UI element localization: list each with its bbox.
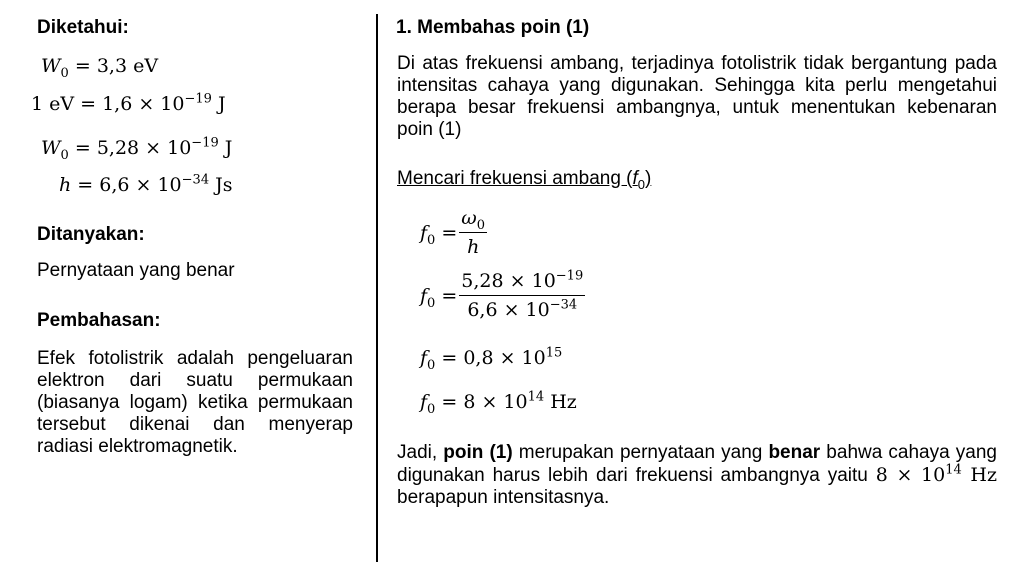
known-work-function-joule: $W_0 = 5,28 \times 10^{-19}$ J	[41, 135, 233, 163]
known-planck-constant: $h = 6,6 \times 10^{-34}$ Js	[59, 172, 233, 196]
equation-threshold-result: $f_0 = 8 \times 10^{14}$ Hz	[420, 389, 577, 417]
threshold-frequency-subheading: Mencari frekuensi ambang $(f_0)$	[397, 168, 652, 192]
intro-paragraph: Di atas frekuensi ambang, terjadinya fotolistrik tidak bergantung pada intensitas cahaya yang digunakan. Sehingga kita perlu mengetahui berapa besar frekuensi ambangnya, untuk menentukan kebenaran poin (1)	[397, 53, 997, 140]
ditanyakan-text: Pernyataan yang benar	[37, 260, 235, 281]
conclusion-paragraph: Jadi, poin (1) merupakan pernyataan yang benar bahwa cahaya yang digunakan harus lebih dari frekuensi ambangnya yaitu $8 \times 10^{14}$ Hz berapapun intensitasnya.	[397, 442, 997, 508]
equation-threshold-substitution: $f_0$ = $\frac{5,28 \times 10^{-19}}{6,6 \times 10^{-34}}$	[420, 268, 584, 321]
column-divider	[376, 14, 378, 562]
known-ev-conversion: 1 eV = $1,6 \times 10^{-19}$ J	[31, 91, 226, 115]
pembahasan-text: Efek fotolistrik adalah pengeluaran elektron dari suatu permukaan (biasanya logam) ketika permukaan tersebut dikenai dan menyerap radiasi elektromagnetik.	[37, 348, 353, 457]
equation-threshold-formula: $f_0$ = $\frac{\omega_0}{h}$	[420, 207, 486, 258]
section-heading: 1. Membahas poin (1)	[396, 17, 590, 38]
pembahasan-heading: Pembahasan:	[37, 310, 161, 331]
equation-threshold-intermediate: $f_0 = 0,8 \times 10^{15}$	[420, 345, 563, 373]
ditanyakan-heading: Ditanyakan:	[37, 224, 145, 245]
known-work-function-ev: $W_0 = 3,3$ eV	[41, 55, 159, 81]
diketahui-heading: Diketahui:	[37, 17, 129, 38]
